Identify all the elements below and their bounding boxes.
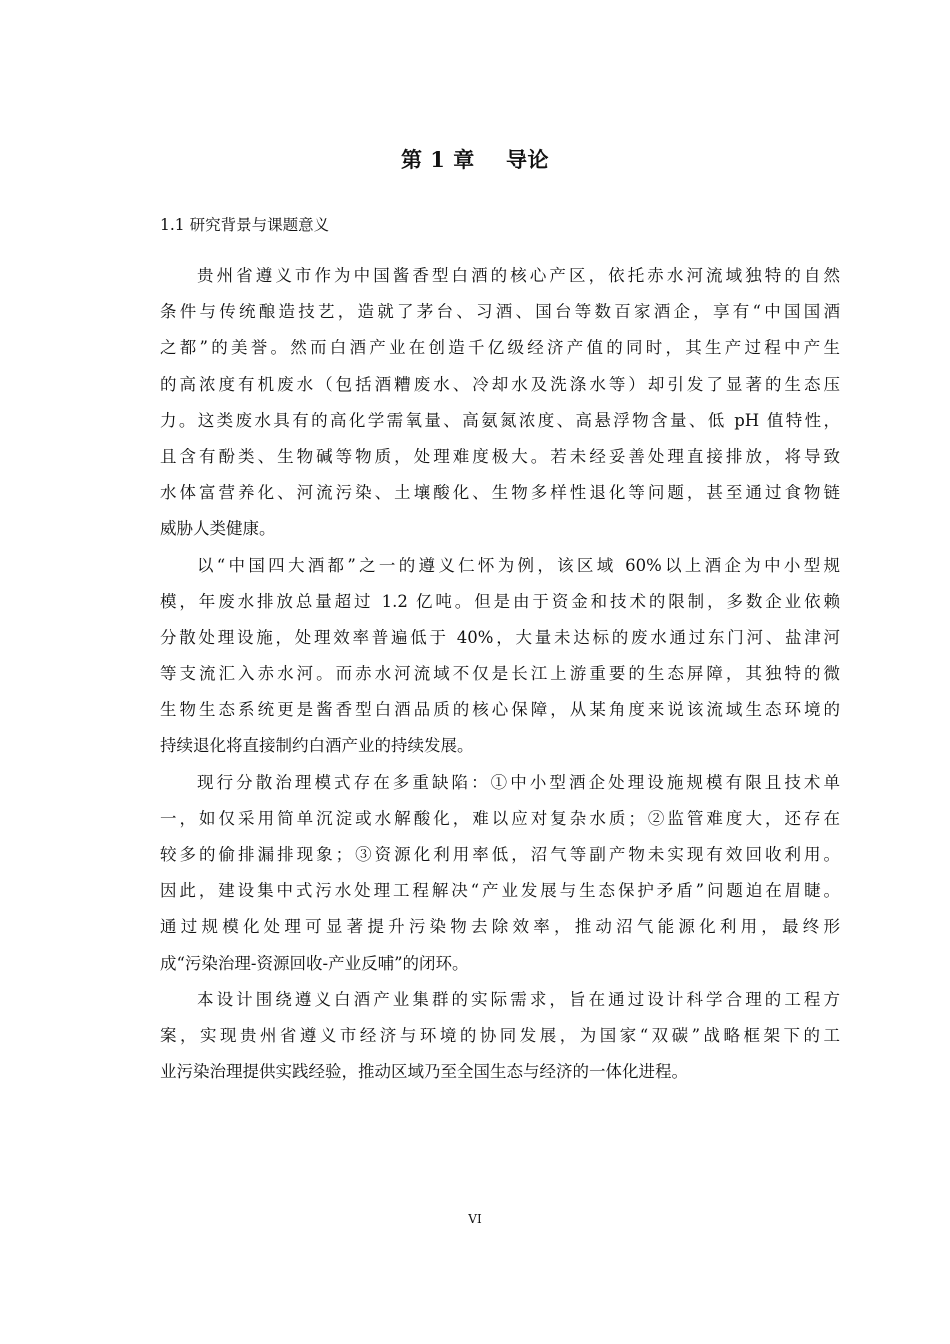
paragraph-line: 贵州省遵义市作为中国酱香型白酒的核心产区，依托赤水河流域独特的自然	[197, 266, 840, 285]
paragraph-line: 力。这类废水具有的高化学需氧量、高氨氮浓度、高悬浮物含量、低 pH 值特性，	[160, 410, 840, 430]
paragraph-line: 持续退化将直接制约白酒产业的持续发展。	[160, 736, 474, 756]
paragraph-line: 等支流汇入赤水河。而赤水河流域不仅是长江上游重要的生态屏障，其独特的微	[160, 664, 840, 684]
chapter-title: 第 1 章 导论	[401, 147, 549, 172]
paragraph-line: 案，实现贵州省遵义市经济与环境的协同发展，为国家“双碳”战略框架下的工	[160, 1025, 840, 1045]
paragraph-line: 条件与传统酿造技艺，造就了茅台、习酒、国台等数百家酒企，享有“中国国酒	[160, 302, 840, 322]
paragraph-line: 模，年废水排放总量超过 1.2 亿吨。但是由于资金和技术的限制，多数企业依赖	[160, 591, 840, 611]
page-number: VI	[468, 1212, 482, 1226]
paragraph-line: 现行分散治理模式存在多重缺陷：①中小型酒企处理设施规模有限且技术单	[197, 772, 840, 792]
paragraph-line: 分散处理设施，处理效率普遍低于 40%，大量未达标的废水通过东门河、盐津河	[160, 627, 840, 647]
paragraph-line: 一，如仅采用简单沉淀或水解酸化，难以应对复杂水质；②监管难度大，还存在	[160, 808, 840, 828]
paragraph-line: 生物生态系统更是酱香型白酒品质的核心保障，从某角度来说该流域生态环境的	[160, 700, 840, 720]
body-text	[160, 258, 840, 1090]
paragraph-line: 成“污染治理-资源回收-产业反哺”的闭环。	[160, 953, 469, 973]
paragraph-line: 以“中国四大酒都”之一的遵义仁怀为例，该区域 60%以上酒企为中小型规	[197, 555, 840, 575]
paragraph-line: 的高浓度有机废水（包括酒糟废水、冷却水及洗涤水等）却引发了显著的生态压	[160, 374, 840, 394]
paragraph-line: 之都”的美誉。然而白酒产业在创造千亿级经济产值的同时，其生产过程中产生	[160, 338, 840, 358]
paragraph-line: 本设计围绕遵义白酒产业集群的实际需求，旨在通过设计科学合理的工程方	[197, 989, 840, 1009]
paragraph-line: 且含有酚类、生物碱等物质，处理难度极大。若未经妥善处理直接排放，将导致	[160, 446, 840, 466]
paragraph-line: 威胁人类健康。	[160, 519, 276, 539]
section-heading: 1.1 研究背景与课题意义	[160, 216, 330, 234]
paragraph-line: 较多的偷排漏排现象；③资源化利用率低，沼气等副产物未实现有效回收利用。	[160, 845, 840, 864]
paragraph-line: 因此，建设集中式污水处理工程解决“产业发展与生态保护矛盾”问题迫在眉睫。	[160, 881, 840, 901]
paragraph-line: 通过规模化处理可显著提升污染物去除效率，推动沼气能源化利用，最终形	[160, 917, 840, 937]
paragraph-line: 水体富营养化、河流污染、土壤酸化、生物多样性退化等问题，甚至通过食物链	[160, 483, 840, 503]
paragraph-line: 业污染治理提供实践经验，推动区域乃至全国生态与经济的一体化进程。	[160, 1062, 688, 1082]
